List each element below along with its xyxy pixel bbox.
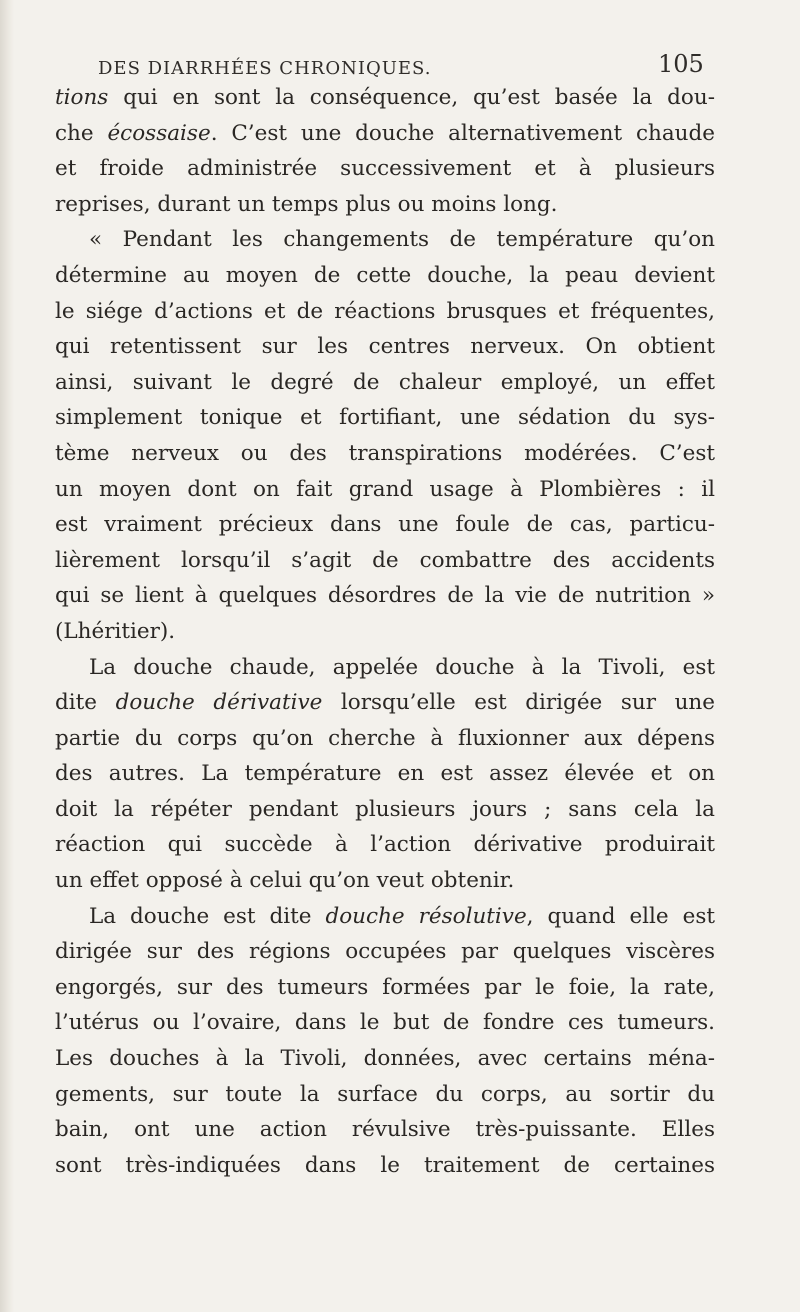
- text-run: dite: [55, 690, 116, 716]
- text-line: [55, 472, 715, 508]
- text-line: [55, 80, 715, 116]
- text-line: [55, 578, 715, 614]
- text-run: lorsqu’elle est dirigée sur une: [322, 690, 716, 716]
- text-run: , quand elle est: [526, 903, 715, 929]
- scan-binding-edge: [0, 0, 14, 1312]
- text-line: [55, 614, 715, 650]
- text-run: un moyen dont on fait grand usage à Plombières : il: [55, 476, 715, 502]
- text-line: [55, 792, 715, 828]
- text-line: [55, 1077, 715, 1113]
- text-run: simplement tonique et fortifiant, une sédation du sys-: [55, 405, 715, 431]
- text-line: [55, 187, 715, 223]
- text-line: [55, 650, 715, 686]
- text-line: [55, 1005, 715, 1041]
- text-run: un effet opposé à celui qu’on veut obtenir.: [55, 868, 515, 894]
- italic-term: écossaise: [107, 120, 211, 146]
- text-run: ainsi, suivant le degré de chaleur employé, un effet: [55, 369, 715, 395]
- text-run: La douche est dite: [89, 903, 326, 929]
- text-run: . C’est une douche alternativement chaude: [210, 120, 715, 146]
- text-line: [55, 756, 715, 792]
- text-run: détermine au moyen de cette douche, la peau devient: [55, 262, 715, 288]
- text-line: [55, 400, 715, 436]
- text-line: [55, 258, 715, 294]
- italic-term: douche dérivative: [115, 690, 323, 716]
- text-line: [55, 863, 715, 899]
- text-line: [55, 507, 715, 543]
- text-line: [55, 294, 715, 330]
- text-line: [55, 970, 715, 1006]
- text-run: qui se lient à quelques désordres de la vie de nutrition »: [55, 583, 715, 609]
- text-run: reprises, durant un temps plus ou moins long.: [55, 191, 558, 217]
- text-run: partie du corps qu’on cherche à fluxionner aux dépens: [55, 725, 715, 751]
- text-run: tème nerveux ou des transpirations modérées. C’est: [55, 440, 715, 466]
- text-run: qui retentissent sur les centres nerveux. On obtient: [55, 334, 715, 360]
- page-number: 105: [658, 50, 704, 78]
- text-run: lièrement lorsqu’il s’agit de combattre des accidents: [55, 547, 715, 573]
- text-run: est vraiment précieux dans une foule de cas, particu-: [55, 512, 715, 538]
- text-run: « Pendant les changements de température qu’on: [89, 227, 715, 253]
- text-run: réaction qui succède à l’action dérivative produirait: [55, 832, 715, 858]
- text-line: [55, 934, 715, 970]
- text-run: des autres. La température en est assez élevée et on: [55, 761, 715, 787]
- text-line: [55, 329, 715, 365]
- text-line: [55, 116, 715, 152]
- text-line: [55, 365, 715, 401]
- text-line: [55, 721, 715, 757]
- text-line: [55, 1041, 715, 1077]
- text-run: le siége d’actions et de réactions brusques et fréquentes,: [55, 298, 715, 324]
- text-run: (Lhéritier).: [55, 618, 176, 644]
- text-line: [55, 1148, 715, 1184]
- text-line: [55, 222, 715, 258]
- text-run: qui en sont la conséquence, qu’est basée la dou-: [108, 85, 715, 110]
- text-line: [55, 685, 715, 721]
- text-run: che: [55, 120, 108, 146]
- text-line: [55, 827, 715, 863]
- text-line: [55, 899, 715, 935]
- body-text: [55, 80, 715, 1183]
- text-run: Les douches à la Tivoli, données, avec certains ména-: [55, 1046, 715, 1072]
- text-run: et froide administrée successivement et à plusieurs: [55, 156, 715, 182]
- text-run: sont très-indiquées dans le traitement de certaines: [55, 1152, 715, 1178]
- text-run: l’utérus ou l’ovaire, dans le but de fondre ces tumeurs.: [55, 1010, 715, 1036]
- text-line: [55, 543, 715, 579]
- italic-term: tions: [55, 85, 109, 110]
- italic-term: douche résolutive: [325, 903, 527, 929]
- text-run: gements, sur toute la surface du corps, au sortir du: [55, 1081, 715, 1107]
- text-run: doit la répéter pendant plusieurs jours ; sans cela la: [55, 796, 715, 822]
- text-line: [55, 151, 715, 187]
- running-title: DES DIARRHÉES CHRONIQUES.: [98, 58, 432, 79]
- text-line: [55, 1112, 715, 1148]
- text-run: engorgés, sur des tumeurs formées par le foie, la rate,: [55, 974, 715, 1000]
- text-run: La douche chaude, appelée douche à la Tivoli, est: [89, 654, 715, 680]
- text-run: dirigée sur des régions occupées par quelques viscères: [55, 939, 715, 965]
- text-line: [55, 436, 715, 472]
- text-run: bain, ont une action révulsive très-puissante. Elles: [55, 1117, 715, 1143]
